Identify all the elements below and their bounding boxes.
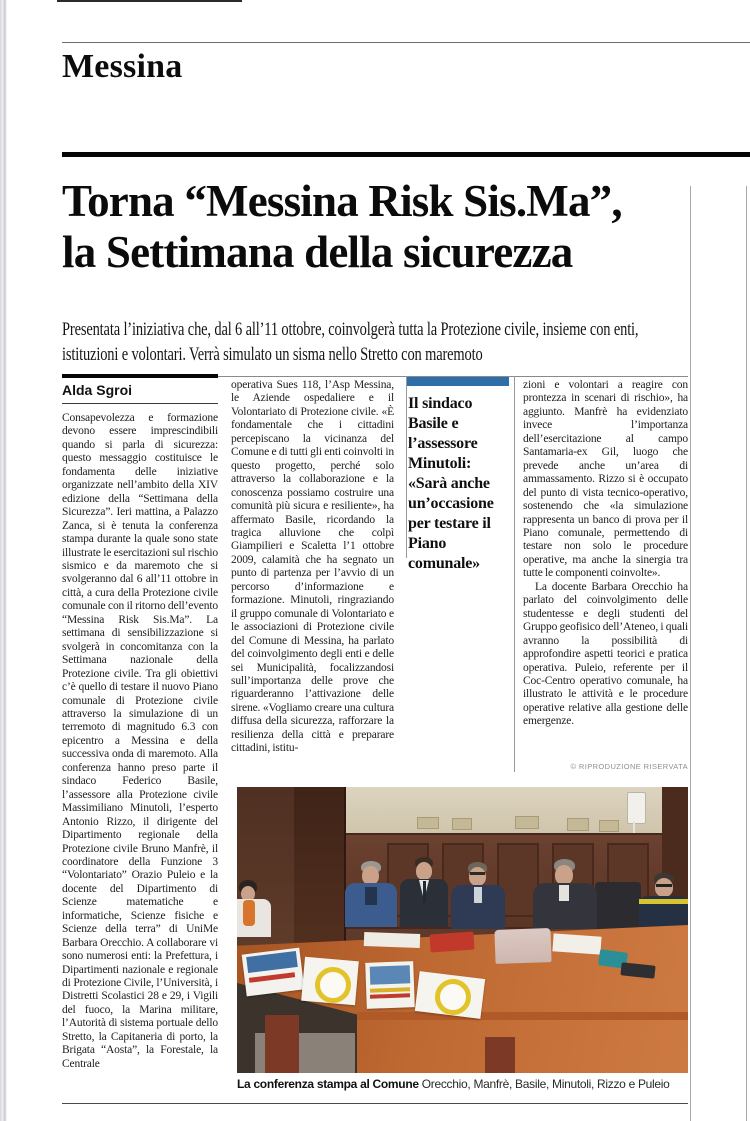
- photo-caption-names: Orecchio, Manfrè, Basile, Minutoli, Rizzo e Puleio: [418, 1077, 670, 1091]
- photo-flyer-photo-image: [370, 965, 411, 984]
- person-rizzo-face: [555, 865, 573, 885]
- headline-line-1: Torna “Messina Risk Sis.Ma”,: [62, 176, 622, 226]
- person-woman-scarf: [243, 900, 255, 926]
- photo-red-folder: [429, 931, 474, 952]
- person-puleio-hivis-stripe: [639, 899, 688, 904]
- body-column-4: [523, 379, 688, 757]
- photo-table-edge-highlight: [357, 1012, 688, 1020]
- photo-wall-phone: [627, 792, 646, 824]
- press-conference-photo: [237, 787, 688, 1073]
- photo-door-pillar: [294, 787, 346, 947]
- pullquote-text: Il sindaco Basile e l’assessore Minutoli: «Sarà anche un’occasione per testare il Piano comunale»: [408, 395, 494, 572]
- headline-line-2: la Settimana della sicurezza: [62, 227, 573, 277]
- photo-caption: [237, 1077, 688, 1091]
- byline-top-bar: [62, 374, 218, 378]
- photo-wall-outlet: [417, 817, 439, 829]
- body-col2-text: operativa Sues 118, l’Asp Messina, le Aziende ospedaliere e il Volontariato di Protezione civile. «È fondamentale che i cittadini percepiscano la vicinanza del Comune e di tutti gli enti coinvolti in questo progetto, perché solo attraverso la collaborazione e la conoscenza possiamo costruire una comunità più sicura e resiliente», ha affermato Basile, ricordando la tragica alluvione che colpì Giampilieri e Scaletta l’1 ottobre 2009, calamità che ha segnato un punto di partenza per l’avvio di un percorso d’informazione e formazione. Minutoli, ringraziando il gruppo comunale di Volontariato e le associazioni di Protezione civile del Comune di Messina, ha parlato del coinvolgimento degli enti e delle sei Municipalità, focalizzandosi sull’importanza delle prove che riguarderanno l’attivazione delle sirene. «Vogliamo creare una cultura diffusa della sicurezza, rafforzare la resilienza della città e preparare cittadini, istitu-: [231, 379, 394, 755]
- copyright-notice: © RIPRODUZIONE RISERVATA: [570, 762, 688, 771]
- person-puleio-face: [655, 878, 673, 897]
- photo-caption-title: La conferenza stampa al Comune: [237, 1077, 419, 1091]
- pullquote-accent-bar: [407, 377, 509, 386]
- body-col1-text: Consapevolezza e formazione devono essere imprescindibili quando si parla di sicurezza: questo messaggio costituisce le fondamenta delle iniziative organizzate nell’ambito della XIV edizione della “Settimana della Sicurezza”. Ieri mattina, a Palazzo Zanca, si è tenuta la conferenza stampa durante la quale sono state illustrate le esercitazioni sul rischio sismico e da maremoto che si svolgeranno dal 6 all’11 ottobre in città, a cura della Protezione civile comunale con il ritorno dell’evento “Messina Risk Sis.Ma”. La settimana di sensibilizzazione si svolgerà in concomitanza con la Settimana nazionale della Protezione civile. Tra gli obiettivi c’è quello di testare il nuovo Piano comunale di Protezione civile attraverso la simulazione di un terremoto di magnitudo 6.3 con epicentro a Messina e della successiva onda di maremoto. Alla conferenza hanno preso parte il sindaco Federico Basile, l’assessore alla Protezione civile Massimiliano Minutoli, l’esperto Antonio Rizzo, il dirigente del Dipartimento regionale della Protezione civile Bruno Manfrè, il coordinatore della Funzione 3 “Volontariato” Orazio Puleio e la docente del Dipartimento di Scienze matematiche e informatiche, Scienze fisiche e Scienze della terra” di UniMe Barbara Orecchio. A collaborare vi sono numerosi enti: la Prefettura, i Dipartimenti nazionale e regionale di Protezione Civile, l’Università, i Distretti Scolastici 28 e 29, i Vigili del fuoco, la Marina militare, l’Autorità di sistema portuale dello Stretto, la Capitaneria di porto, la Brigata “Aosta”, la Forestale, la Centrale: [62, 412, 218, 1070]
- photo-table-leg: [485, 1037, 515, 1073]
- photo-flyer-top: [364, 932, 420, 948]
- article-standfirst: Presentata l’iniziativa che, dal 6 all’11 ottobre, coinvolgerà tutta la Protezione civile, insieme con enti, istituzioni e volontari. Verrà simulato un sisma nello Stretto con maremoto: [62, 319, 639, 365]
- body-col4-paragraph-2: La docente Barbara Orecchio ha parlato del coinvolgimento delle studentesse e degli studenti del Gruppo geofisico dell’Ateneo, i quali avranno la possibilità di approfondire aspetti teorici e pratica operativa. Puleio, referente per il Coc-Centro operativo comunale, ha illustrato le attività e le procedure operative relative alla gestione delle emergenze.: [523, 580, 688, 728]
- byline: Alda Sgroi: [62, 382, 133, 398]
- person-minutoli-shirt: [474, 887, 482, 903]
- person-basile-face: [416, 862, 432, 880]
- photo-laptop: [494, 928, 551, 964]
- section-top-rule: [62, 42, 750, 43]
- person-minutoli-face: [469, 867, 486, 886]
- pullquote-left-rule: [406, 376, 407, 558]
- body-column-2: [231, 379, 394, 786]
- photo-wall-outlet: [599, 820, 619, 832]
- person-puleio-glasses: [656, 884, 672, 887]
- next-page-edge-line: [746, 186, 747, 1121]
- person-rizzo-shirt: [559, 885, 569, 901]
- article-headline: [62, 176, 702, 278]
- person-manfre-shirt: [365, 887, 377, 905]
- photo-papers: [552, 933, 601, 954]
- page-left-edge: [0, 0, 7, 1121]
- body-column-1: [62, 412, 218, 1096]
- column-gutter-line: [690, 186, 691, 1121]
- photo-table-leg: [265, 1015, 299, 1073]
- person-minutoli-glasses: [470, 872, 485, 875]
- byline-bottom-rule: [62, 403, 218, 404]
- photo-wall-outlet: [567, 818, 589, 831]
- section-title: Messina: [62, 48, 183, 85]
- body-col4-paragraph-1: zioni e volontari a reagire con prontezza in scenari di rischio», ha aggiunto. Manfrè ha evidenziato invece l’importanza dell’esercitazione al campo Santamaria-ex Gil, luogo che prevede anche un’area di ammassamento. Rizzo si è occupato del punto di vista tecnico-operativo, sostenendo che «la simulazione rappresenta un banco di prova per il Piano comunale, permettendo di testare non solo le procedure operative, ma anche la sinergia tra tutte le componenti coinvolte».: [523, 379, 688, 580]
- top-crop-bar: [57, 0, 242, 2]
- photo-camera-equipment: [595, 882, 641, 932]
- article-bottom-rule: [62, 1103, 688, 1104]
- photo-wall-outlet: [515, 816, 539, 829]
- photo-wall-outlet: [452, 818, 472, 830]
- headline-top-bar: [62, 152, 750, 157]
- pullquote-right-rule: [514, 376, 515, 772]
- person-basile-tie: [423, 881, 426, 903]
